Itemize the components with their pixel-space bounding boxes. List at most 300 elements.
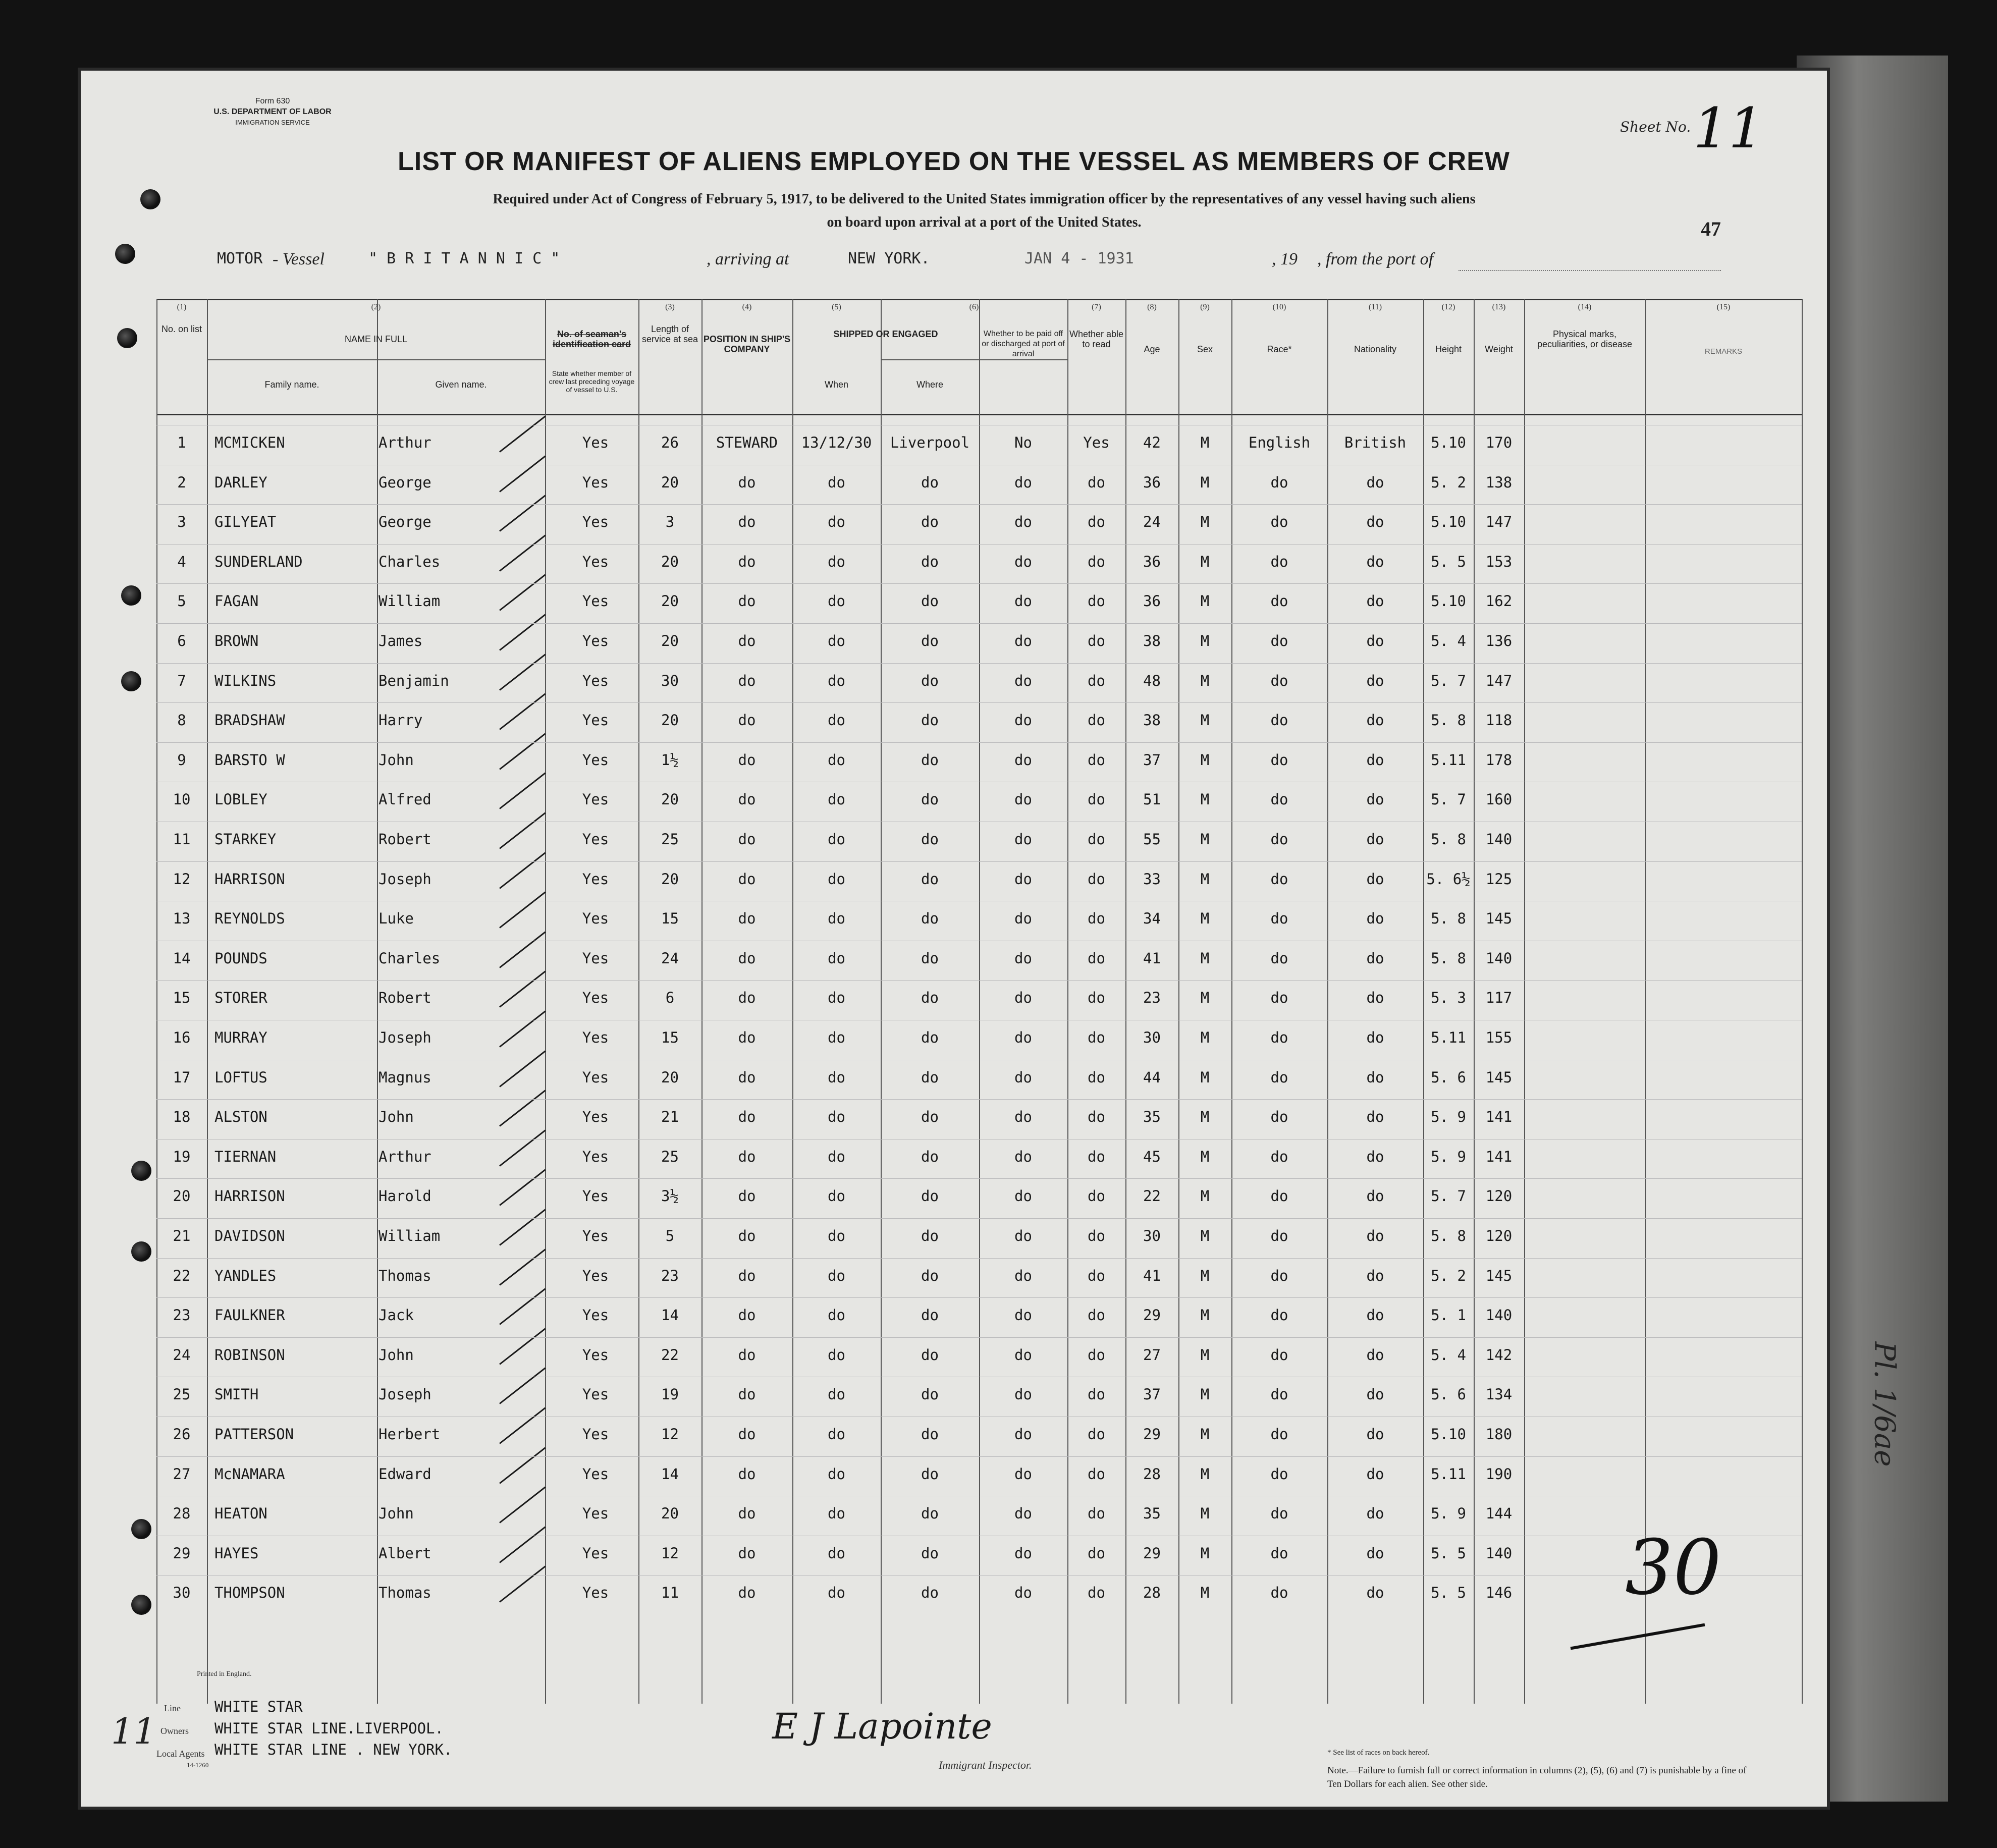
cell-nationality: do: [1366, 1148, 1384, 1165]
cell-where: do: [921, 712, 939, 729]
cell-where: do: [921, 1386, 939, 1403]
cell-family: LOFTUS: [214, 1068, 267, 1086]
cell-where: do: [921, 1465, 939, 1483]
table-row: [156, 871, 1802, 891]
cell-height: 5.11: [1431, 751, 1466, 769]
cell-paid: do: [1014, 1544, 1032, 1562]
cell-family: STARKEY: [214, 831, 277, 848]
punch-hole: [131, 1595, 151, 1615]
cell-weight: 145: [1485, 1068, 1513, 1086]
cell-no: 11: [173, 831, 191, 848]
cell-no: 17: [173, 1068, 191, 1086]
cell-race: do: [1270, 553, 1288, 570]
cell-age: 36: [1143, 473, 1161, 491]
cell-prev: Yes: [582, 473, 609, 491]
col-num-3: (3): [665, 303, 675, 311]
cell-when: do: [828, 712, 845, 729]
cell-position: do: [738, 1029, 756, 1046]
cell-sex: M: [1200, 1187, 1210, 1205]
col-num-1: (1): [177, 303, 187, 311]
cell-nationality: British: [1344, 434, 1407, 451]
table-row: [156, 791, 1802, 811]
cell-where: do: [921, 632, 939, 649]
cell-no: 25: [173, 1386, 191, 1403]
cell-when: do: [828, 1227, 845, 1244]
cell-service: 20: [661, 791, 679, 808]
cell-nationality: do: [1366, 1465, 1384, 1483]
cell-height: 5. 9: [1431, 1148, 1466, 1165]
cell-when: do: [828, 1187, 845, 1205]
row-rule: [156, 663, 1802, 664]
arriving-label: , arriving at: [707, 250, 789, 268]
penalty-note: Note.—Failure to furnish full or correct information in columns (2), (5), (6) and (7) is punishable by a fine of Ten Dollars for each alien. See other side.: [1327, 1765, 1747, 1789]
cell-where: do: [921, 751, 939, 769]
cell-weight: 162: [1485, 592, 1513, 610]
table-row: [156, 1386, 1802, 1406]
cell-age: 38: [1143, 712, 1161, 729]
agents-label: Local Agents: [156, 1749, 205, 1759]
cell-given: Harry: [379, 712, 423, 729]
cell-family: REYNOLDS: [214, 910, 285, 928]
cell-no: 22: [173, 1267, 191, 1284]
header-height: Height: [1435, 344, 1462, 354]
punch-hole: [131, 1241, 151, 1262]
cell-service: 20: [661, 1068, 679, 1086]
cell-age: 45: [1143, 1148, 1161, 1165]
table-row: [156, 474, 1802, 494]
cell-when: do: [828, 592, 845, 610]
cell-service: 20: [661, 553, 679, 570]
header-able-read: Whether able to read: [1069, 329, 1124, 349]
table-row: [156, 1584, 1802, 1604]
cell-prev: Yes: [582, 1465, 609, 1483]
punch-hole: [140, 189, 160, 209]
cell-age: 36: [1143, 553, 1161, 570]
cell-sex: M: [1200, 791, 1210, 808]
cell-read: do: [1088, 473, 1105, 491]
cell-weight: 140: [1485, 1307, 1513, 1324]
row-rule: [156, 1178, 1802, 1179]
cell-service: 24: [661, 949, 679, 967]
cell-read: do: [1088, 1267, 1105, 1284]
department: U.S. DEPARTMENT OF LABOR: [213, 107, 332, 116]
cell-sex: M: [1200, 751, 1210, 769]
cell-family: ALSTON: [214, 1108, 267, 1126]
cell-weight: 145: [1485, 1267, 1513, 1284]
cell-when: do: [828, 553, 845, 570]
cell-given: Jack: [379, 1307, 414, 1324]
header-sex: Sex: [1197, 344, 1213, 354]
header-family-name: Family name.: [264, 379, 319, 390]
col-num-8: (8): [1147, 303, 1157, 311]
header-paid-off: Whether to be paid off or discharged at port of arrival: [982, 330, 1065, 358]
cell-where: do: [921, 513, 939, 531]
cell-race: do: [1270, 1267, 1288, 1284]
punch-hole: [131, 1519, 151, 1539]
cell-given: Robert: [379, 831, 431, 848]
cell-nationality: do: [1366, 1346, 1384, 1364]
header-prev-voyage: State whether member of crew last preceding voyage of vessel to U.S.: [549, 369, 635, 394]
table-row: [156, 632, 1802, 653]
cell-sex: M: [1200, 870, 1210, 888]
col-num-10: (10): [1272, 303, 1286, 311]
cell-nationality: do: [1366, 910, 1384, 928]
cell-read: do: [1088, 672, 1105, 689]
cell-paid: do: [1014, 1108, 1032, 1126]
cell-position: do: [738, 712, 756, 729]
cell-family: BARSTO W: [214, 751, 285, 769]
cell-nationality: do: [1366, 592, 1384, 610]
page-title: LIST OR MANIFEST OF ALIENS EMPLOYED ON THE VESSEL AS MEMBERS OF CREW: [398, 147, 1510, 176]
printed-in: Printed in England.: [197, 1670, 252, 1678]
table-row: [156, 1465, 1802, 1486]
cell-family: GILYEAT: [214, 513, 277, 531]
cell-weight: 147: [1485, 513, 1513, 531]
row-rule: [156, 742, 1802, 743]
cell-race: do: [1270, 632, 1288, 649]
cell-family: ROBINSON: [214, 1346, 285, 1364]
cell-sex: M: [1200, 1426, 1210, 1443]
cell-sex: M: [1200, 989, 1210, 1007]
cell-prev: Yes: [582, 1267, 609, 1284]
cell-weight: 120: [1485, 1227, 1513, 1244]
cell-age: 29: [1143, 1307, 1161, 1324]
cell-when: do: [828, 1386, 845, 1403]
punch-hole: [115, 244, 135, 264]
cell-prev: Yes: [582, 592, 609, 610]
cell-paid: do: [1014, 1029, 1032, 1046]
cell-service: 14: [661, 1307, 679, 1324]
cell-service: 14: [661, 1465, 679, 1483]
cell-family: BROWN: [214, 632, 259, 649]
column-rule: [1802, 299, 1803, 1704]
cell-height: 5. 6: [1431, 1386, 1466, 1403]
cell-race: do: [1270, 791, 1288, 808]
cell-family: MCMICKEN: [214, 434, 285, 451]
cell-age: 27: [1143, 1346, 1161, 1364]
table-row: [156, 1426, 1802, 1446]
cell-position: do: [738, 1148, 756, 1165]
cell-paid: do: [1014, 751, 1032, 769]
subtitle: [232, 188, 1736, 234]
cell-no: 9: [177, 751, 186, 769]
cell-height: 5.10: [1431, 434, 1466, 451]
cell-sex: M: [1200, 1227, 1210, 1244]
cell-nationality: do: [1366, 473, 1384, 491]
cell-paid: do: [1014, 1068, 1032, 1086]
line-value: WHITE STAR: [214, 1698, 303, 1715]
cell-height: 5.10: [1431, 513, 1466, 531]
cell-position: do: [738, 1267, 756, 1284]
cell-weight: 140: [1485, 1544, 1513, 1562]
col-num-5: (5): [832, 303, 841, 311]
cell-race: do: [1270, 712, 1288, 729]
cell-paid: do: [1014, 592, 1032, 610]
owners-value: WHITE STAR LINE.LIVERPOOL.: [214, 1720, 444, 1737]
cell-no: 28: [173, 1505, 191, 1523]
cell-height: 5. 8: [1431, 712, 1466, 729]
cell-position: do: [738, 989, 756, 1007]
cell-height: 5. 9: [1431, 1108, 1466, 1126]
cell-where: do: [921, 1505, 939, 1523]
cell-when: do: [828, 910, 845, 928]
cell-nationality: do: [1366, 870, 1384, 888]
cell-service: 20: [661, 473, 679, 491]
cell-height: 5. 7: [1431, 791, 1466, 808]
cell-where: Liverpool: [890, 434, 970, 451]
cell-where: do: [921, 1544, 939, 1562]
cell-weight: 144: [1485, 1505, 1513, 1523]
cell-paid: do: [1014, 1227, 1032, 1244]
cell-age: 36: [1143, 592, 1161, 610]
cell-race: do: [1270, 473, 1288, 491]
cell-nationality: do: [1366, 1386, 1384, 1403]
col-num-9: (9): [1200, 303, 1210, 311]
cell-when: do: [828, 791, 845, 808]
cell-age: 29: [1143, 1426, 1161, 1443]
cell-prev: Yes: [582, 989, 609, 1007]
cell-family: SUNDERLAND: [214, 553, 303, 570]
cell-weight: 155: [1485, 1029, 1513, 1046]
crew-table: [156, 299, 1802, 1704]
inspector-signature: E J Lapointe: [772, 1706, 992, 1747]
cell-service: 22: [661, 1346, 679, 1364]
row-rule: [156, 980, 1802, 981]
cell-paid: do: [1014, 1307, 1032, 1324]
cell-given: Arthur: [379, 434, 431, 451]
punch-hole: [121, 585, 141, 606]
table-row: [156, 1267, 1802, 1287]
cell-prev: Yes: [582, 434, 609, 451]
row-rule: [156, 1218, 1802, 1219]
cell-read: do: [1088, 712, 1105, 729]
cell-height: 5. 5: [1431, 1544, 1466, 1562]
cell-when: do: [828, 473, 845, 491]
cell-position: do: [738, 1426, 756, 1443]
cell-position: do: [738, 870, 756, 888]
cell-given: William: [379, 592, 441, 610]
cell-paid: do: [1014, 1148, 1032, 1165]
cell-race: do: [1270, 1227, 1288, 1244]
cell-race: do: [1270, 1187, 1288, 1205]
cell-prev: Yes: [582, 1148, 609, 1165]
cell-age: 23: [1143, 989, 1161, 1007]
cell-no: 8: [177, 712, 186, 729]
cell-race: do: [1270, 513, 1288, 531]
col-num-7: (7): [1092, 303, 1101, 311]
header-no-on-list: No. on list: [161, 324, 202, 334]
cell-service: 5: [665, 1227, 675, 1244]
cell-height: 5. 5: [1431, 1584, 1466, 1602]
cell-age: 28: [1143, 1465, 1161, 1483]
table-row: [156, 1505, 1802, 1525]
cell-height: 5. 8: [1431, 831, 1466, 848]
cell-nationality: do: [1366, 751, 1384, 769]
cell-read: do: [1088, 1426, 1105, 1443]
cell-family: HARRISON: [214, 870, 285, 888]
cell-age: 30: [1143, 1227, 1161, 1244]
cell-no: 13: [173, 910, 191, 928]
cell-prev: Yes: [582, 632, 609, 649]
table-row: [156, 1069, 1802, 1089]
handwritten-total: 30: [1625, 1524, 1721, 1612]
cell-read: do: [1088, 1307, 1105, 1324]
cell-position: do: [738, 751, 756, 769]
cell-age: 35: [1143, 1505, 1161, 1523]
cell-paid: do: [1014, 632, 1032, 649]
cell-given: Joseph: [379, 1029, 431, 1046]
cell-position: do: [738, 1187, 756, 1205]
cell-race: do: [1270, 1148, 1288, 1165]
cell-race: do: [1270, 1307, 1288, 1324]
cell-height: 5.10: [1431, 1426, 1466, 1443]
cell-weight: 136: [1485, 632, 1513, 649]
cell-read: do: [1088, 1505, 1105, 1523]
cell-prev: Yes: [582, 1386, 609, 1403]
cell-sex: M: [1200, 712, 1210, 729]
cell-weight: 153: [1485, 553, 1513, 570]
cell-when: do: [828, 1307, 845, 1324]
cell-service: 6: [665, 989, 675, 1007]
cell-age: 24: [1143, 513, 1161, 531]
col-num-11: (11): [1368, 303, 1382, 311]
cell-family: MURRAY: [214, 1029, 267, 1046]
cell-sex: M: [1200, 1386, 1210, 1403]
cell-nationality: do: [1366, 513, 1384, 531]
cell-no: 4: [177, 553, 186, 570]
cell-age: 35: [1143, 1108, 1161, 1126]
cell-given: James: [379, 632, 423, 649]
table-row: [156, 910, 1802, 930]
cell-given: Joseph: [379, 1386, 431, 1403]
header-race: Race*: [1267, 344, 1292, 354]
cell-position: do: [738, 513, 756, 531]
row-rule: [156, 1297, 1802, 1298]
cell-prev: Yes: [582, 553, 609, 570]
cell-race: do: [1270, 1465, 1288, 1483]
cell-service: 3½: [661, 1187, 679, 1205]
cell-prev: Yes: [582, 870, 609, 888]
header-remarks: REMARKS: [1704, 347, 1743, 356]
cell-read: do: [1088, 513, 1105, 531]
vessel-label: - Vessel: [273, 250, 325, 268]
motor-label: MOTOR: [217, 250, 263, 267]
sheet-number: 11: [1693, 96, 1764, 160]
cell-service: 21: [661, 1108, 679, 1126]
cell-when: do: [828, 513, 845, 531]
cell-race: do: [1270, 592, 1288, 610]
cell-when: do: [828, 1465, 845, 1483]
cell-sex: M: [1200, 1584, 1210, 1602]
cell-no: 6: [177, 632, 186, 649]
header-name-in-full: NAME IN FULL: [344, 334, 408, 344]
cell-service: 25: [661, 1148, 679, 1165]
cell-service: 12: [661, 1544, 679, 1562]
cell-prev: Yes: [582, 672, 609, 689]
cell-position: do: [738, 592, 756, 610]
row-rule: [156, 583, 1802, 584]
cell-prev: Yes: [582, 1108, 609, 1126]
cell-sex: M: [1200, 949, 1210, 967]
cell-service: 11: [661, 1584, 679, 1602]
cell-paid: do: [1014, 712, 1032, 729]
cell-height: 5. 7: [1431, 1187, 1466, 1205]
cell-family: STORER: [214, 989, 267, 1007]
cell-race: do: [1270, 672, 1288, 689]
owners-label: Owners: [160, 1726, 189, 1736]
cell-prev: Yes: [582, 949, 609, 967]
cell-nationality: do: [1366, 1068, 1384, 1086]
cell-race: do: [1270, 1426, 1288, 1443]
cell-paid: do: [1014, 473, 1032, 491]
cell-weight: 138: [1485, 473, 1513, 491]
cell-sex: M: [1200, 1108, 1210, 1126]
cell-service: 15: [661, 910, 679, 928]
cell-position: do: [738, 1505, 756, 1523]
cell-height: 5. 5: [1431, 553, 1466, 570]
cell-height: 5. 6: [1431, 1068, 1466, 1086]
cell-age: 51: [1143, 791, 1161, 808]
cell-paid: do: [1014, 1584, 1032, 1602]
cell-where: do: [921, 1584, 939, 1602]
form-code: 14-1260: [187, 1761, 209, 1769]
cell-weight: 147: [1485, 672, 1513, 689]
cell-when: do: [828, 1108, 845, 1126]
cell-age: 30: [1143, 1029, 1161, 1046]
table-row: [156, 1227, 1802, 1247]
cell-height: 5. 2: [1431, 1267, 1466, 1284]
cell-where: do: [921, 1307, 939, 1324]
cell-sex: M: [1200, 1307, 1210, 1324]
cell-when: do: [828, 870, 845, 888]
cell-sex: M: [1200, 1346, 1210, 1364]
cell-sex: M: [1200, 632, 1210, 649]
cell-paid: do: [1014, 791, 1032, 808]
cell-read: do: [1088, 1068, 1105, 1086]
cell-read: do: [1088, 1227, 1105, 1244]
cell-read: do: [1088, 1029, 1105, 1046]
cell-no: 18: [173, 1108, 191, 1126]
row-rule: [156, 1456, 1802, 1457]
table-row: [156, 950, 1802, 970]
cell-given: John: [379, 1505, 414, 1523]
manifest-sheet: [81, 71, 1827, 1807]
shipped-subrule: [881, 359, 1067, 360]
cell-family: THOMPSON: [214, 1584, 285, 1602]
line-label: Line: [164, 1703, 181, 1713]
cell-position: do: [738, 1108, 756, 1126]
cell-prev: Yes: [582, 1544, 609, 1562]
cell-position: do: [738, 553, 756, 570]
cell-weight: 117: [1485, 989, 1513, 1007]
vessel-name: " B R I T A N N I C ": [368, 250, 560, 267]
cell-where: do: [921, 1267, 939, 1284]
cell-given: Albert: [379, 1544, 431, 1562]
cell-given: Arthur: [379, 1148, 431, 1165]
cell-service: 23: [661, 1267, 679, 1284]
cell-race: do: [1270, 989, 1288, 1007]
table-row: [156, 989, 1802, 1009]
table-row: [156, 831, 1802, 851]
cell-sex: M: [1200, 831, 1210, 848]
row-rule: [156, 702, 1802, 703]
table-row: [156, 751, 1802, 772]
header-given-name: Given name.: [435, 379, 487, 390]
arrival-port: NEW YORK.: [848, 250, 930, 267]
form-header: [146, 96, 399, 128]
from-port-label: , from the port of: [1317, 250, 1434, 268]
inspector-label: Immigrant Inspector.: [939, 1759, 1032, 1771]
